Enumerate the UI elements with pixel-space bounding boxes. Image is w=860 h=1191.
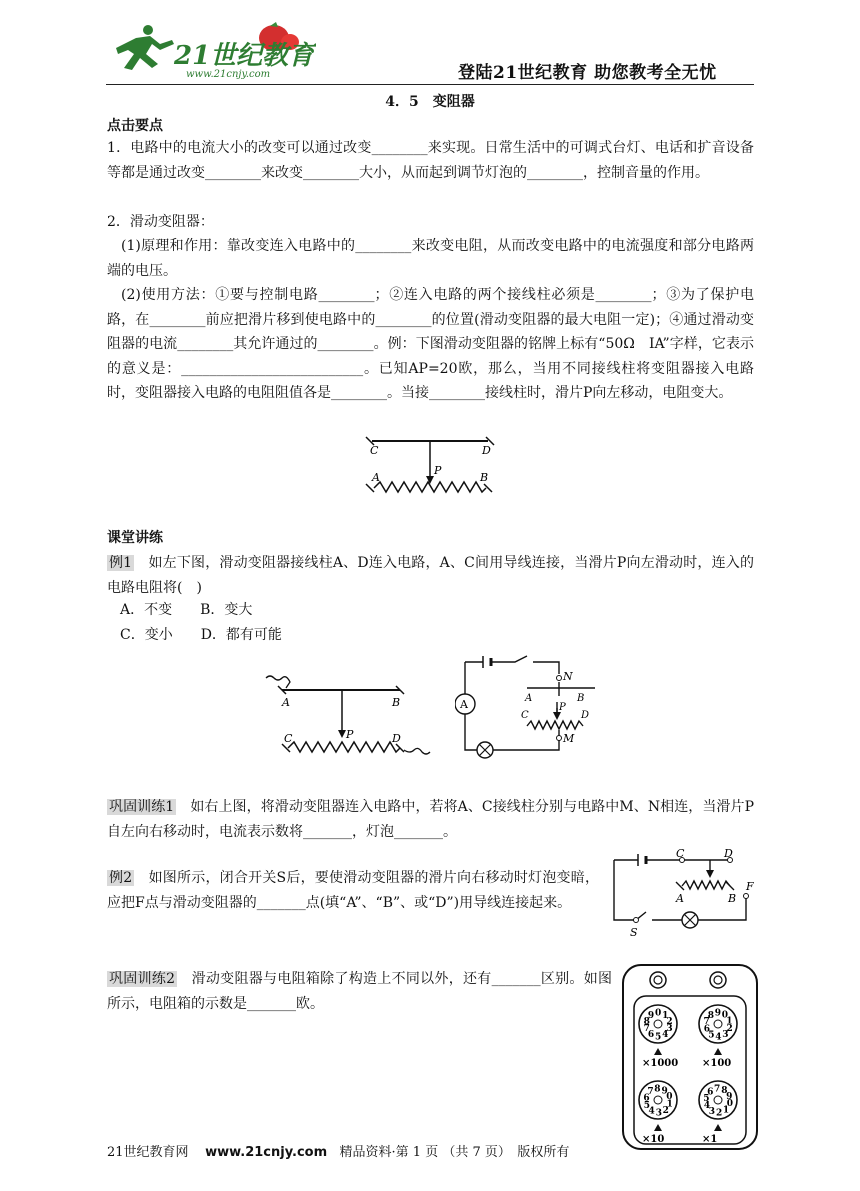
circuit-diagram-2	[606, 848, 766, 938]
label-C: C	[521, 710, 529, 721]
dial-digit: 8	[707, 1011, 714, 1021]
label-C: C	[676, 848, 685, 860]
dial-digit: 5	[655, 1032, 662, 1043]
dial-multiplier-label: ×1000	[642, 1058, 679, 1069]
section-heading-classroom: 课堂讲练	[107, 530, 163, 546]
drill-1	[107, 795, 754, 844]
label-P: P	[559, 702, 566, 713]
label-P: P	[346, 728, 354, 741]
label-B: B	[728, 892, 737, 905]
label-D: D	[392, 732, 401, 745]
label-M: M	[563, 732, 575, 745]
dial-digit: 3	[666, 1024, 673, 1035]
example-2-text: 如图所示，闭合开关S后，要使滑动变阻器的滑片向右移动时灯泡变暗，应把F点与滑动变阻器的_______点(填“A”、“B”、或“D”)用导线连接起来。	[107, 870, 599, 911]
example-1	[107, 551, 754, 600]
logo-url: www.21cnjy.com	[186, 69, 271, 80]
dial-multiplier-label: ×100	[702, 1058, 732, 1069]
dial-digit: 5	[703, 1093, 710, 1104]
dial-digit: 0	[726, 1099, 733, 1110]
dial-digit: 8	[654, 1084, 661, 1095]
resistance-dial[interactable]	[639, 1081, 677, 1119]
logo-wordmark: 21世纪教育	[174, 41, 315, 71]
runner-figure	[116, 25, 174, 70]
drill-2-text: 滑动变阻器与电阻箱除了构造上不同以外，还有_______区别。如图所示，电阻箱的示数是_______欧。	[107, 971, 612, 1012]
drill-2-tag: 巩固训练2	[109, 971, 176, 987]
example-2-tag: 例2	[109, 870, 133, 886]
dial-digit: 9	[726, 1091, 733, 1102]
resistance-dial[interactable]	[699, 1005, 737, 1043]
header-rule	[106, 84, 754, 85]
dial-digit: 5	[708, 1030, 715, 1041]
dial-digit: 2	[666, 1016, 673, 1027]
resistance-dial[interactable]	[699, 1081, 737, 1119]
dial-digit: 3	[655, 1108, 662, 1119]
drill-2	[107, 967, 612, 1016]
dial-digit: 0	[666, 1092, 673, 1103]
dial-digit: 9	[661, 1086, 668, 1097]
drill-1-text: 如右上图，将滑动变阻器连入电路中，若将A、C接线柱分别与电路中M、N相连，当滑片P自左向右移动时，电流表示数将_______，灯泡_______。	[107, 799, 754, 840]
dial-digit: 7	[647, 1087, 654, 1098]
dial-digit: 3	[722, 1030, 729, 1040]
footer-site-name: 21世纪教育网	[107, 1145, 189, 1160]
dial-digit: 1	[722, 1105, 730, 1116]
example-1-options-row-1: A．不变 B．变大	[120, 602, 253, 618]
dial-digit: 0	[721, 1010, 729, 1021]
dial-digit: 8	[721, 1086, 728, 1097]
label-D: D	[482, 444, 491, 457]
label-A: A	[282, 696, 290, 709]
dial-multiplier-label: ×10	[642, 1134, 665, 1145]
resistance-dial[interactable]	[639, 1005, 677, 1043]
dial-digit: 4	[703, 1101, 711, 1112]
label-B: B	[577, 693, 585, 704]
page-footer	[107, 1141, 569, 1160]
label-F: F	[746, 880, 754, 893]
dial-digit: 2	[662, 1105, 669, 1116]
dial-digit: 8	[643, 1016, 650, 1027]
example-1-text: 如左下图，滑动变阻器接线柱A、D连入电路，A、C间用导线连接，当滑片P向左滑动时，连入的电路电阻将( )	[107, 555, 754, 596]
dial-digit: 0	[655, 1008, 662, 1019]
label-N: N	[563, 670, 573, 683]
dial-digit: 3	[708, 1106, 716, 1117]
dial-digit: 7	[703, 1017, 710, 1028]
example-2	[107, 866, 599, 915]
label-A: A	[676, 892, 684, 905]
resistance-box-diagram	[620, 962, 760, 1152]
label-S: S	[630, 926, 638, 938]
dial-digit: 9	[647, 1010, 655, 1021]
label-A: A	[372, 471, 380, 484]
footer-page-info: 精品资料·第 1 页 （共 7 页） 版权所有	[339, 1145, 570, 1160]
header-slogan: 登陆21世纪教育 助您教考全无忧	[458, 63, 717, 83]
rheostat-diagram-1	[360, 432, 500, 498]
label-C: C	[284, 732, 293, 745]
dial-digit: 7	[714, 1084, 721, 1095]
dial-digit: 4	[648, 1106, 655, 1117]
dial-digit: 4	[715, 1032, 722, 1043]
drill-1-tag: 巩固训练1	[109, 799, 175, 815]
dial-digit: 9	[714, 1008, 721, 1019]
dial-digit: 6	[703, 1024, 710, 1035]
label-B: B	[480, 471, 489, 484]
dial-digit: 4	[662, 1030, 669, 1041]
dial-digit: 7	[643, 1024, 650, 1035]
page-title: 4．5 变阻器	[385, 94, 475, 110]
key-point-1: 1．电路中的电流大小的改变可以通过改变________来实现。日常生活中的可调式台灯、电话和扩音设备等都是通过改变________来改变________大小，从而起到调节灯泡的________，控制音量的作用。	[107, 140, 754, 181]
dial-digit: 1	[666, 1099, 673, 1110]
dial-multiplier-label: ×1	[702, 1134, 718, 1145]
dial-digit: 6	[647, 1030, 655, 1041]
ammeter-label: A	[460, 698, 468, 711]
example-1-tag: 例1	[109, 555, 133, 571]
dial-digit: 6	[707, 1087, 714, 1098]
key-point-2-2: (2)使用方法：①要与控制电路________；②连入电路的两个接线柱必须是________；③为了保护电路，在________前应把滑片移到使电路中的________的位置(滑动变阻器的最大电阻一定)；④通过滑动变阻器的电流________其允许通过的________。例：下图滑动变阻器的铭牌上标有“50Ω IA”字样，它表示的意义是：__________________________。已知AP=20欧，那么，当用不同接线柱将变阻器接入电路时，变阻器接入电路的电阻阻值各是________。当接________接线柱时，滑片P向左移动，电阻变大。	[107, 287, 754, 401]
key-point-2-1: (1)原理和作用：靠改变连入电路中的________来改变电阻，从而改变电路中的电流强度和部分电路两端的电压。	[107, 238, 754, 279]
circuit-diagram-1	[455, 652, 610, 762]
key-point-2: 2．滑动变阻器：	[107, 214, 214, 230]
dial-digit: 2	[716, 1108, 723, 1119]
dial-digit: 5	[643, 1100, 651, 1111]
label-B: B	[392, 696, 401, 709]
label-P: P	[434, 464, 442, 477]
footer-url: www.21cnjy.com	[205, 1145, 328, 1160]
example-1-options-row-2: C．变小 D．都有可能	[120, 627, 282, 643]
label-C: C	[370, 444, 379, 457]
dial-digit: 1	[662, 1010, 669, 1021]
rheostat-diagram-2	[262, 672, 432, 762]
label-A: A	[525, 693, 533, 704]
dial-digit: 6	[643, 1093, 650, 1104]
dial-digit: 1	[726, 1016, 733, 1027]
section-heading-key-points: 点击要点	[107, 118, 163, 134]
label-D: D	[724, 848, 733, 860]
dial-digit: 2	[726, 1023, 733, 1034]
site-logo	[106, 20, 316, 82]
label-D: D	[581, 710, 590, 721]
